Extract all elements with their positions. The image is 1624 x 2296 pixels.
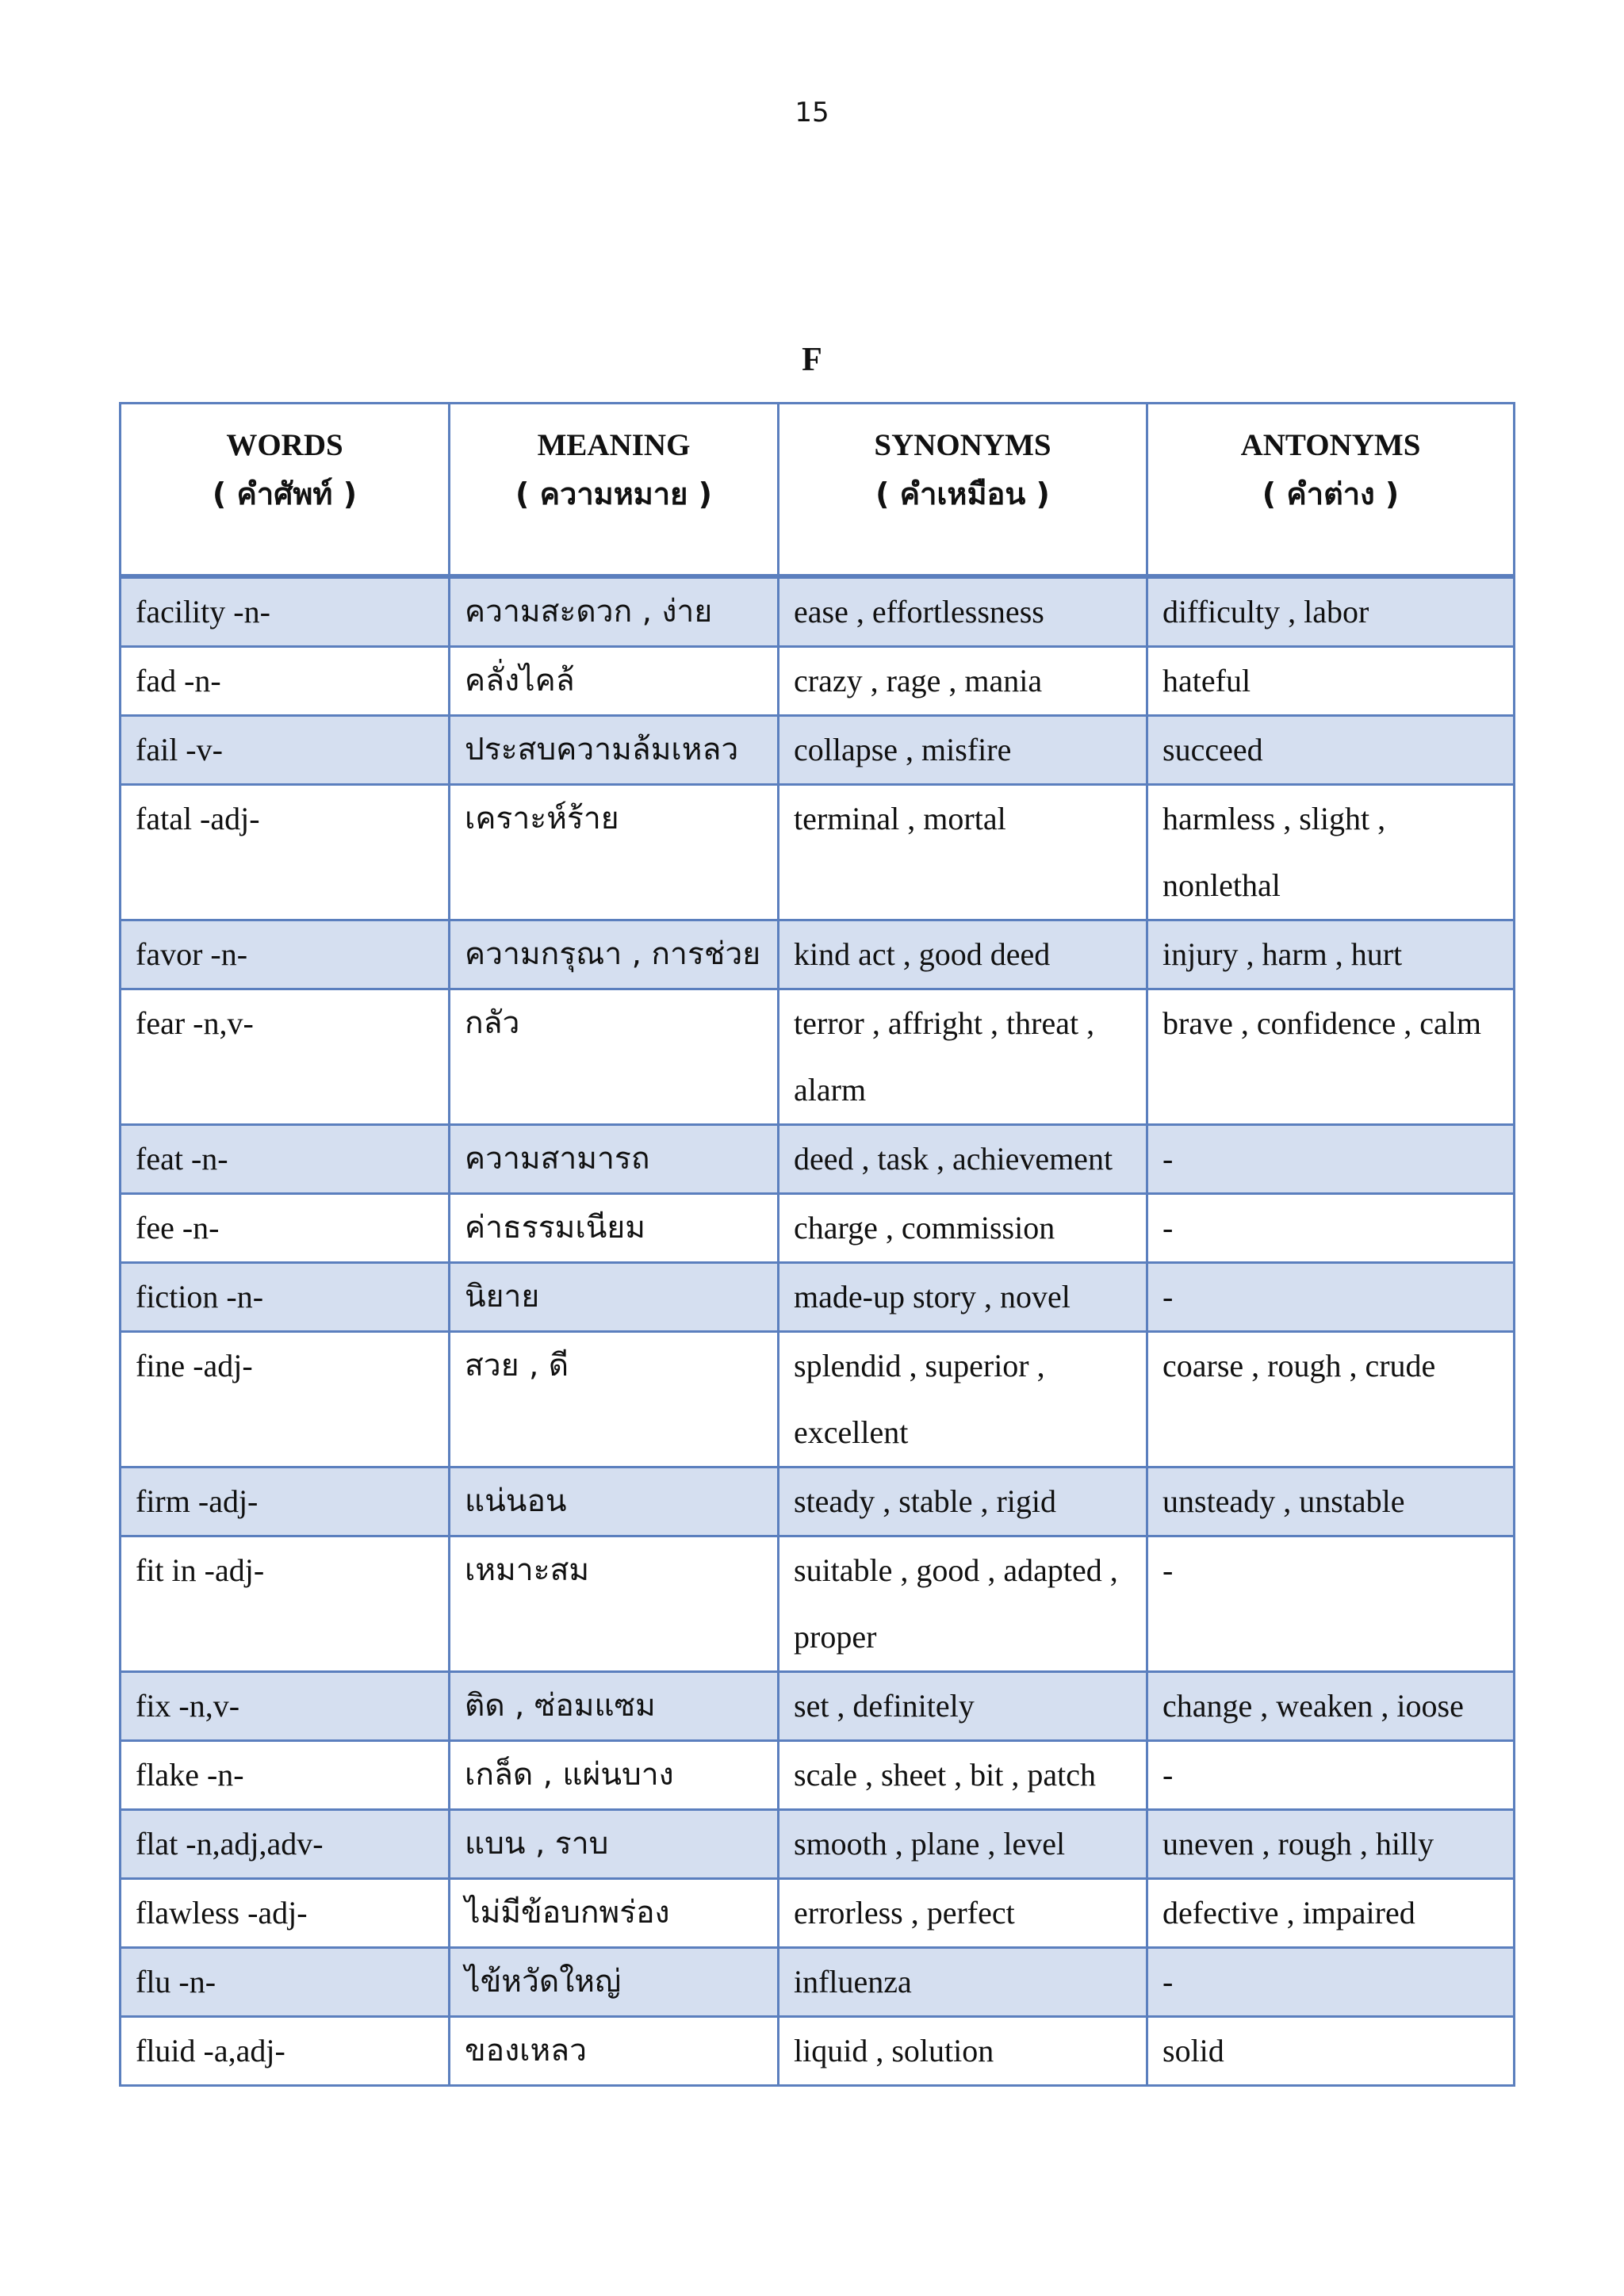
synonyms-cell: suitable , good , adapted , proper bbox=[779, 1536, 1147, 1672]
word-cell: flawless -adj- bbox=[121, 1879, 450, 1948]
antonyms-cell: injury , harm , hurt bbox=[1147, 920, 1515, 989]
meaning-cell: แบน , ราบ bbox=[450, 1810, 779, 1879]
antonyms-cell: - bbox=[1147, 1125, 1515, 1194]
table-row bbox=[121, 1948, 1515, 2017]
synonyms-cell: crazy , rage , mania bbox=[779, 647, 1147, 716]
meaning-cell: ความกรุณา , การช่วย bbox=[450, 920, 779, 989]
table-row bbox=[121, 1468, 1515, 1536]
synonyms-cell: steady , stable , rigid bbox=[779, 1468, 1147, 1536]
meaning-cell: แน่นอน bbox=[450, 1468, 779, 1536]
word-cell: fine -adj- bbox=[121, 1332, 450, 1468]
word-cell: fiction -n- bbox=[121, 1263, 450, 1332]
antonyms-cell: succeed bbox=[1147, 716, 1515, 785]
word-cell: flat -n,adj,adv- bbox=[121, 1810, 450, 1879]
word-cell: flu -n- bbox=[121, 1948, 450, 2017]
meaning-cell: สวย , ดี bbox=[450, 1332, 779, 1468]
antonyms-cell: - bbox=[1147, 1263, 1515, 1332]
page-number: 15 bbox=[795, 97, 829, 128]
meaning-cell: นิยาย bbox=[450, 1263, 779, 1332]
table-row bbox=[121, 785, 1515, 920]
meaning-cell: เคราะห์ร้าย bbox=[450, 785, 779, 920]
synonyms-cell: kind act , good deed bbox=[779, 920, 1147, 989]
meaning-cell: คลั่งไคล้ bbox=[450, 647, 779, 716]
meaning-cell: เกล็ด , แผ่นบาง bbox=[450, 1741, 779, 1810]
table-row bbox=[121, 1194, 1515, 1263]
synonyms-cell: deed , task , achievement bbox=[779, 1125, 1147, 1194]
word-cell: fail -v- bbox=[121, 716, 450, 785]
synonyms-cell: terror , affright , threat , alarm bbox=[779, 989, 1147, 1125]
word-cell: facility -n- bbox=[121, 576, 450, 647]
header-meaning-th: ( ความหมาย ) bbox=[515, 476, 713, 511]
meaning-cell: ประสบความล้มเหลว bbox=[450, 716, 779, 785]
synonyms-cell: liquid , solution bbox=[779, 2017, 1147, 2086]
word-cell: fluid -a,adj- bbox=[121, 2017, 450, 2086]
antonyms-cell: defective , impaired bbox=[1147, 1879, 1515, 1948]
word-cell: feat -n- bbox=[121, 1125, 450, 1194]
table-row bbox=[121, 1741, 1515, 1810]
synonyms-cell: ease , effortlessness bbox=[779, 576, 1147, 647]
meaning-cell: ความสามารถ bbox=[450, 1125, 779, 1194]
table-row bbox=[121, 920, 1515, 989]
table-row bbox=[121, 2017, 1515, 2086]
meaning-cell: เหมาะสม bbox=[450, 1536, 779, 1672]
word-cell: firm -adj- bbox=[121, 1468, 450, 1536]
antonyms-cell: - bbox=[1147, 1948, 1515, 2017]
word-cell: fit in -adj- bbox=[121, 1536, 450, 1672]
header-antonyms bbox=[1147, 404, 1515, 577]
antonyms-cell: hateful bbox=[1147, 647, 1515, 716]
synonyms-cell: made-up story , novel bbox=[779, 1263, 1147, 1332]
header-synonyms bbox=[779, 404, 1147, 577]
table-row bbox=[121, 1332, 1515, 1468]
antonyms-cell: change , weaken , ioose bbox=[1147, 1672, 1515, 1741]
synonyms-cell: smooth , plane , level bbox=[779, 1810, 1147, 1879]
header-antonyms-en: ANTONYMS bbox=[1240, 428, 1421, 462]
vocabulary-table bbox=[119, 402, 1515, 2087]
synonyms-cell: errorless , perfect bbox=[779, 1879, 1147, 1948]
table-row bbox=[121, 1536, 1515, 1672]
meaning-cell: ติด , ซ่อมแซม bbox=[450, 1672, 779, 1741]
synonyms-cell: splendid , superior , excellent bbox=[779, 1332, 1147, 1468]
word-cell: fee -n- bbox=[121, 1194, 450, 1263]
table-row bbox=[121, 1263, 1515, 1332]
table-row bbox=[121, 1810, 1515, 1879]
header-antonyms-th: ( คำต่าง ) bbox=[1262, 476, 1400, 511]
antonyms-cell: unsteady , unstable bbox=[1147, 1468, 1515, 1536]
antonyms-cell: coarse , rough , crude bbox=[1147, 1332, 1515, 1468]
synonyms-cell: influenza bbox=[779, 1948, 1147, 2017]
meaning-cell: ไข้หวัดใหญ่ bbox=[450, 1948, 779, 2017]
meaning-cell: กลัว bbox=[450, 989, 779, 1125]
table-row bbox=[121, 716, 1515, 785]
synonyms-cell: charge , commission bbox=[779, 1194, 1147, 1263]
antonyms-cell: uneven , rough , hilly bbox=[1147, 1810, 1515, 1879]
table-row bbox=[121, 576, 1515, 647]
header-synonyms-en: SYNONYMS bbox=[874, 428, 1051, 462]
antonyms-cell: - bbox=[1147, 1194, 1515, 1263]
meaning-cell: ไม่มีข้อบกพร่อง bbox=[450, 1879, 779, 1948]
antonyms-cell: brave , confidence , calm bbox=[1147, 989, 1515, 1125]
word-cell: favor -n- bbox=[121, 920, 450, 989]
table-header-row bbox=[121, 404, 1515, 577]
antonyms-cell: - bbox=[1147, 1741, 1515, 1810]
antonyms-cell: difficulty , labor bbox=[1147, 576, 1515, 647]
word-cell: fatal -adj- bbox=[121, 785, 450, 920]
header-meaning bbox=[450, 404, 779, 577]
header-words bbox=[121, 404, 450, 577]
header-words-en: WORDS bbox=[226, 428, 343, 462]
word-cell: fad -n- bbox=[121, 647, 450, 716]
header-words-th: ( คำศัพท์ ) bbox=[212, 476, 358, 511]
meaning-cell: ความสะดวก , ง่าย bbox=[450, 576, 779, 647]
synonyms-cell: terminal , mortal bbox=[779, 785, 1147, 920]
header-meaning-en: MEANING bbox=[537, 428, 691, 462]
word-cell: fear -n,v- bbox=[121, 989, 450, 1125]
word-cell: fix -n,v- bbox=[121, 1672, 450, 1741]
table-row bbox=[121, 989, 1515, 1125]
section-title: F bbox=[802, 342, 822, 378]
antonyms-cell: solid bbox=[1147, 2017, 1515, 2086]
table-row bbox=[121, 1125, 1515, 1194]
meaning-cell: ค่าธรรมเนียม bbox=[450, 1194, 779, 1263]
synonyms-cell: collapse , misfire bbox=[779, 716, 1147, 785]
header-synonyms-th: ( คำเหมือน ) bbox=[875, 476, 1050, 511]
meaning-cell: ของเหลว bbox=[450, 2017, 779, 2086]
table-row bbox=[121, 1672, 1515, 1741]
table-row bbox=[121, 1879, 1515, 1948]
antonyms-cell: harmless , slight , nonlethal bbox=[1147, 785, 1515, 920]
synonyms-cell: scale , sheet , bit , patch bbox=[779, 1741, 1147, 1810]
word-cell: flake -n- bbox=[121, 1741, 450, 1810]
table-row bbox=[121, 647, 1515, 716]
antonyms-cell: - bbox=[1147, 1536, 1515, 1672]
synonyms-cell: set , definitely bbox=[779, 1672, 1147, 1741]
